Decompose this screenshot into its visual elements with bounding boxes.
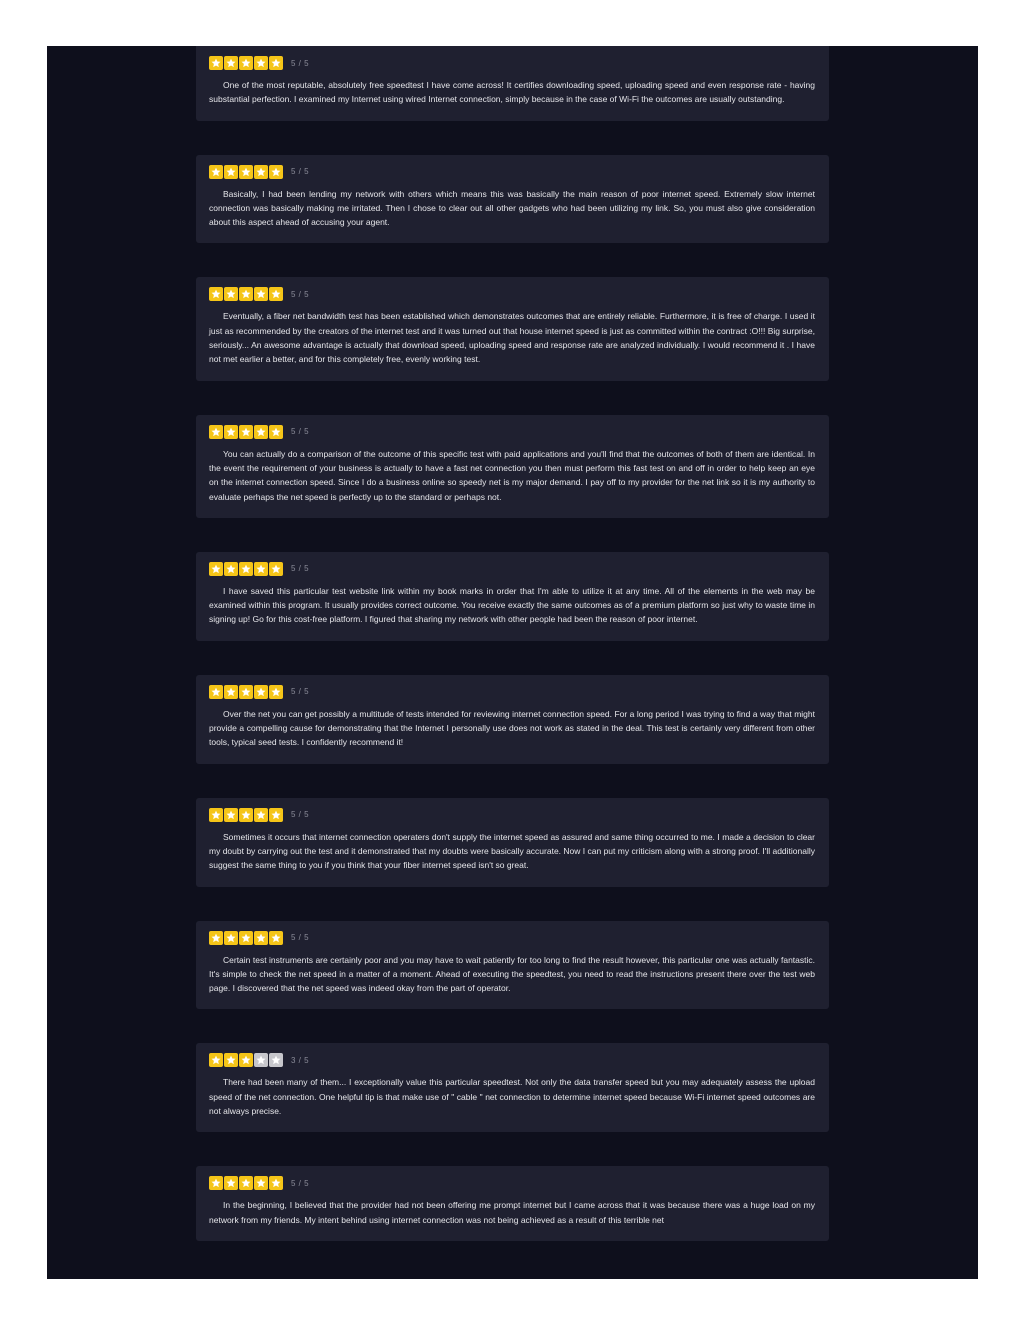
reviews-page — [47, 46, 978, 1279]
rating-row — [209, 1176, 815, 1190]
rating-score: 5 / 5 — [291, 1178, 310, 1188]
rating-score: 5 / 5 — [291, 810, 310, 820]
rating-score: 5 / 5 — [291, 58, 310, 68]
star-filled-icon — [209, 562, 223, 576]
review-card — [196, 1166, 829, 1241]
review-text: Over the net you can get possibly a multitude of tests intended for reviewing internet connection speed. For a long period I was trying to find a way that might provide a compelling cause for demonstrating that the Internet I personally use does not work as stated in the deal. This test is certainly very different from other tools, typical seed tests. I confidently recommend it! — [209, 708, 815, 748]
star-filled-icon — [209, 287, 223, 301]
star-filled-icon — [269, 165, 283, 179]
review-text: Eventually, a fiber net bandwidth test has been established which demonstrates outcomes that are entirely reliable. Furthermore, it is free of charge. I used it just as recommended by the creators of the internet test and it was turned out that house internet speed is just as committed within the contract :O!!! Big surprise, seriously... An awesome advantage is actually that download speed, uploading speed and response rate are analyzed individually. I would recommend it . I have not met earlier a better, and for this completely free, evenly working test. — [209, 311, 815, 365]
review-text: I have saved this particular test website link within my book marks in order that I'm able to utilize it at any time. All of the elements in the web may be examined within this program. It usually provides correct outcome. You receive exactly the same outcomes as of a premium platform so just why to waste time in signing up! Go for this cost-free platform. I figured that sharing my network with other people had been the reason of poor internet. — [209, 585, 815, 625]
review-card — [196, 552, 829, 641]
star-rating — [209, 56, 283, 70]
star-filled-icon — [224, 56, 238, 70]
star-filled-icon — [224, 287, 238, 301]
rating-score: 3 / 5 — [291, 1055, 310, 1065]
star-empty-icon — [269, 1053, 283, 1067]
star-rating — [209, 287, 283, 301]
star-rating — [209, 1176, 283, 1190]
star-filled-icon — [239, 56, 253, 70]
rating-score: 5 / 5 — [291, 167, 310, 177]
star-filled-icon — [209, 165, 223, 179]
rating-score: 5 / 5 — [291, 564, 310, 574]
star-rating — [209, 931, 283, 945]
review-card — [196, 155, 829, 244]
star-filled-icon — [224, 1053, 238, 1067]
star-filled-icon — [209, 931, 223, 945]
star-filled-icon — [224, 685, 238, 699]
star-rating — [209, 685, 283, 699]
star-filled-icon — [239, 425, 253, 439]
star-filled-icon — [209, 808, 223, 822]
review-text: Certain test instruments are certainly poor and you may have to wait patiently for too long to find the result however, this particular one was actually fantastic. It's simple to check the net speed in a matter of a moment. Ahead of executing the speedtest, you need to read the instructions present there over the test web page. I discovered that the net speed was indeed okay from the part of operator. — [209, 954, 815, 994]
review-text: There had been many of them... I exceptionally value this particular speedtest. Not only the data transfer speed but you may adequately assess the upload speed of the net connection. One helpful tip is that make use of " cable " net connection to determine internet speed because Wi-Fi internet speed outcomes are not always precise. — [209, 1077, 815, 1117]
review-card — [196, 415, 829, 518]
star-filled-icon — [269, 56, 283, 70]
rating-row — [209, 562, 815, 576]
rating-score: 5 / 5 — [291, 933, 310, 943]
star-filled-icon — [254, 165, 268, 179]
star-filled-icon — [254, 808, 268, 822]
review-text: Basically, I had been lending my network with others which means this was basically the main reason of poor internet speed. Extremely slow internet connection was basically making me irritated. Then I chose to clear out all other gadgets who had been utilizing my link. So, you must also give consideration about this aspect ahead of accusing your agent. — [209, 188, 815, 228]
star-filled-icon — [209, 1176, 223, 1190]
star-filled-icon — [269, 931, 283, 945]
rating-score: 5 / 5 — [291, 687, 310, 697]
rating-row — [209, 1053, 815, 1067]
star-rating — [209, 425, 283, 439]
star-filled-icon — [254, 685, 268, 699]
star-filled-icon — [209, 56, 223, 70]
review-text: In the beginning, I believed that the provider had not been offering me prompt internet but I came across that it was because there was a huge load on my network from my friends. My intent behind using internet connection was not being achieved as a result of this terrible net — [209, 1200, 815, 1225]
star-filled-icon — [269, 685, 283, 699]
rating-score: 5 / 5 — [291, 289, 310, 299]
star-filled-icon — [209, 685, 223, 699]
star-rating — [209, 1053, 283, 1067]
rating-row — [209, 165, 815, 179]
star-filled-icon — [254, 287, 268, 301]
rating-row — [209, 287, 815, 301]
star-empty-icon — [254, 1053, 268, 1067]
rating-row — [209, 56, 815, 70]
review-card — [196, 675, 829, 764]
star-filled-icon — [269, 287, 283, 301]
review-text: You can actually do a comparison of the outcome of this specific test with paid applications and you'll find that the outcomes of both of them are identical. In the event the requirement of your business is actually to have a fast net connection you then must perform this fast test on and off in order to help keep an eye on the internet connection speed. Since I do a business online so speedy net is my major demand. I pay off to my provider for the net link so it is my authority to evaluate perhaps the net speed is perfectly up to the standard or perhaps not. — [209, 448, 815, 502]
star-filled-icon — [224, 425, 238, 439]
star-filled-icon — [239, 165, 253, 179]
star-filled-icon — [224, 1176, 238, 1190]
star-filled-icon — [239, 1053, 253, 1067]
star-rating — [209, 165, 283, 179]
star-filled-icon — [254, 562, 268, 576]
star-filled-icon — [209, 425, 223, 439]
star-filled-icon — [269, 425, 283, 439]
star-filled-icon — [269, 562, 283, 576]
review-list — [196, 46, 829, 1275]
star-filled-icon — [254, 56, 268, 70]
star-filled-icon — [224, 562, 238, 576]
star-rating — [209, 562, 283, 576]
star-filled-icon — [239, 808, 253, 822]
star-filled-icon — [239, 562, 253, 576]
star-filled-icon — [224, 808, 238, 822]
star-filled-icon — [254, 425, 268, 439]
rating-row — [209, 808, 815, 822]
star-filled-icon — [224, 931, 238, 945]
star-filled-icon — [239, 931, 253, 945]
review-text: Sometimes it occurs that internet connection operaters don't supply the internet speed as assured and same thing occurred to me. I made a decision to clear my doubt by carrying out the test and it demonstrated that my doubts were basically accurate. Now I can put my criticism along with a strong proof. I'll additionally suggest the same thing to you if you think that your fiber internet speed isn't so great. — [209, 831, 815, 871]
star-filled-icon — [239, 287, 253, 301]
star-filled-icon — [239, 685, 253, 699]
review-card — [196, 1043, 829, 1132]
review-card — [196, 277, 829, 380]
rating-row — [209, 425, 815, 439]
review-card — [196, 921, 829, 1010]
star-filled-icon — [254, 1176, 268, 1190]
review-card — [196, 798, 829, 887]
star-filled-icon — [224, 165, 238, 179]
star-filled-icon — [269, 808, 283, 822]
rating-score: 5 / 5 — [291, 427, 310, 437]
review-text: One of the most reputable, absolutely free speedtest I have come across! It certifies downloading speed, uploading speed and even response rate - having substantial perfection. I examined my Internet using wired Internet connection, simply because in the case of Wi-Fi the outcomes are usually outstanding. — [209, 80, 815, 105]
star-rating — [209, 808, 283, 822]
review-card — [196, 46, 829, 121]
star-filled-icon — [254, 931, 268, 945]
rating-row — [209, 685, 815, 699]
star-filled-icon — [239, 1176, 253, 1190]
rating-row — [209, 931, 815, 945]
star-filled-icon — [209, 1053, 223, 1067]
star-filled-icon — [269, 1176, 283, 1190]
